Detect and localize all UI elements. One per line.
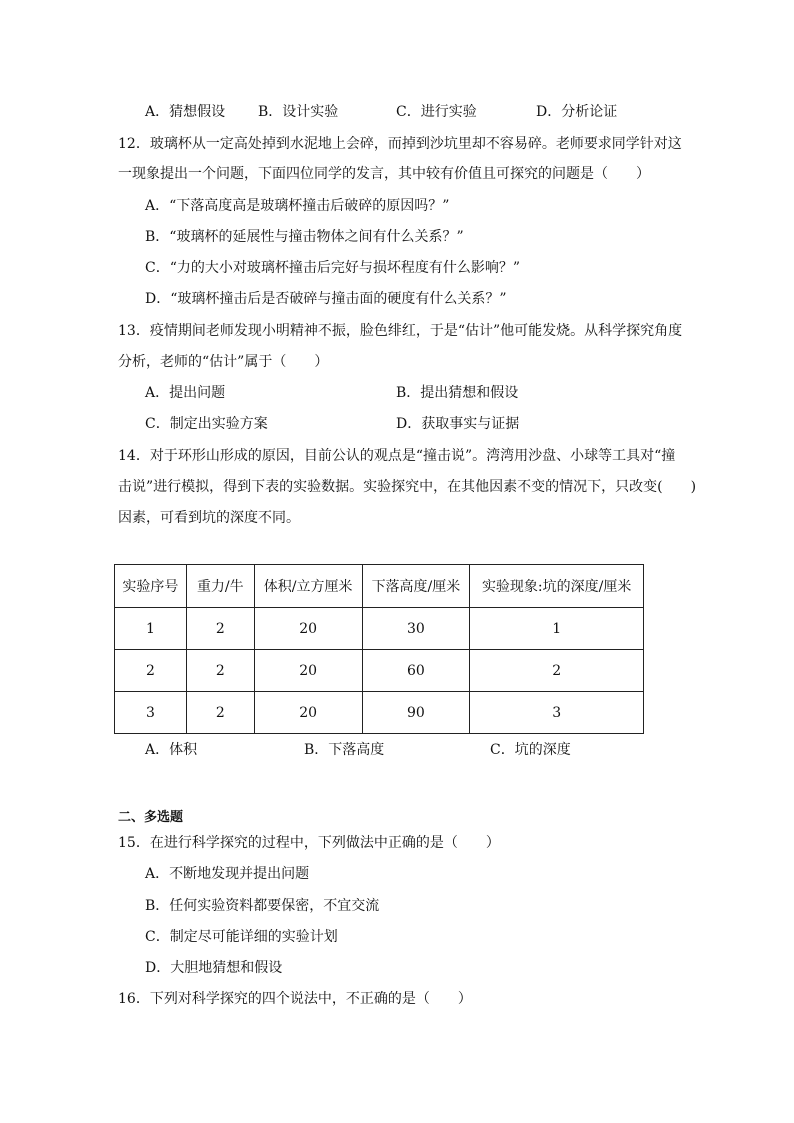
experiment-data-table	[114, 564, 644, 734]
table-header-row	[115, 565, 644, 608]
q15-stem: 15．在进行科学探究的过程中，下列做法中正确的是（ ）	[118, 835, 500, 851]
q14-stem-line-2: 击说”进行模拟，得到下表的实验数据。实验探究中，在其他因素不变的情况下，只改变( )	[118, 479, 697, 495]
table-header-cell: 实验序号	[115, 565, 187, 608]
q12-option-b: B．“玻璃杯的延展性与撞击物体之间有什么关系？”	[145, 229, 464, 245]
table-cell: 2	[470, 650, 644, 692]
q12-stem-line-1: 12．玻璃杯从一定高处掉到水泥地上会碎，而掉到沙坑里却不容易碎。老师要求同学针对这	[118, 136, 682, 152]
table-row	[115, 650, 644, 692]
q14-option-c: C．坑的深度	[490, 742, 571, 758]
table-cell: 20	[254, 650, 362, 692]
q12-option-c: C．“力的大小对玻璃杯撞击后完好与损坏程度有什么影响？”	[145, 260, 521, 276]
table-cell: 2	[186, 650, 254, 692]
q11-option-b: B．设计实验	[258, 104, 339, 120]
q15-option-b: B．任何实验资料都要保密，不宜交流	[145, 898, 380, 914]
table-cell: 90	[362, 692, 470, 734]
table-cell: 20	[254, 608, 362, 650]
table-header-cell: 重力/牛	[186, 565, 254, 608]
table-header-cell: 体积/立方厘米	[254, 565, 362, 608]
table-cell: 30	[362, 608, 470, 650]
q15-option-a: A．不断地发现并提出问题	[145, 866, 310, 882]
q14-option-b: B．下落高度	[304, 742, 385, 758]
q12-stem-line-2: 一现象提出一个问题，下面四位同学的发言，其中较有价值且可探究的问题是（ ）	[118, 166, 650, 182]
q13-option-b: B．提出猜想和假设	[396, 385, 519, 401]
q11-option-c: C．进行实验	[396, 104, 477, 120]
q13-option-d: D．获取事实与证据	[396, 416, 520, 432]
table-cell: 1	[470, 608, 644, 650]
table-cell: 2	[186, 692, 254, 734]
table-cell: 1	[115, 608, 187, 650]
table-row	[115, 608, 644, 650]
table-header-cell: 下落高度/厘米	[362, 565, 470, 608]
q15-option-d: D．大胆地猜想和假设	[145, 960, 283, 976]
q11-option-a: A．猜想假设	[145, 104, 226, 120]
table-cell: 20	[254, 692, 362, 734]
section-title: 二、多选题	[118, 810, 184, 825]
table-cell: 60	[362, 650, 470, 692]
q13-option-c: C．制定出实验方案	[145, 416, 268, 432]
q14-stem-line-3: 因素，可看到坑的深度不同。	[118, 510, 300, 526]
q11-option-d: D．分析论证	[536, 104, 618, 120]
q15-option-c: C．制定尽可能详细的实验计划	[145, 929, 338, 945]
table-cell: 2	[115, 650, 187, 692]
table-cell: 2	[186, 608, 254, 650]
q12-option-d: D．“玻璃杯撞击后是否破碎与撞击面的硬度有什么关系？”	[145, 291, 507, 307]
table-row	[115, 692, 644, 734]
q14-option-a: A．体积	[145, 742, 198, 758]
q14-stem-line-1: 14．对于环形山形成的原因，目前公认的观点是“撞击说”。湾湾用沙盘、小球等工具对“撞	[118, 448, 676, 464]
q13-stem-line-2: 分析，老师的“估计”属于（ ）	[118, 354, 329, 370]
table-header-cell: 实验现象:坑的深度/厘米	[470, 565, 644, 608]
table-cell: 3	[115, 692, 187, 734]
q16-stem: 16．下列对科学探究的四个说法中，不正确的是（ ）	[118, 991, 472, 1007]
q13-stem-line-1: 13．疫情期间老师发现小明精神不振，脸色绯红，于是“估计”他可能发烧。从科学探究角度	[118, 323, 683, 339]
q13-option-a: A．提出问题	[145, 385, 226, 401]
table-cell: 3	[470, 692, 644, 734]
q12-option-a: A．“下落高度高是玻璃杯撞击后破碎的原因吗？”	[145, 198, 450, 214]
